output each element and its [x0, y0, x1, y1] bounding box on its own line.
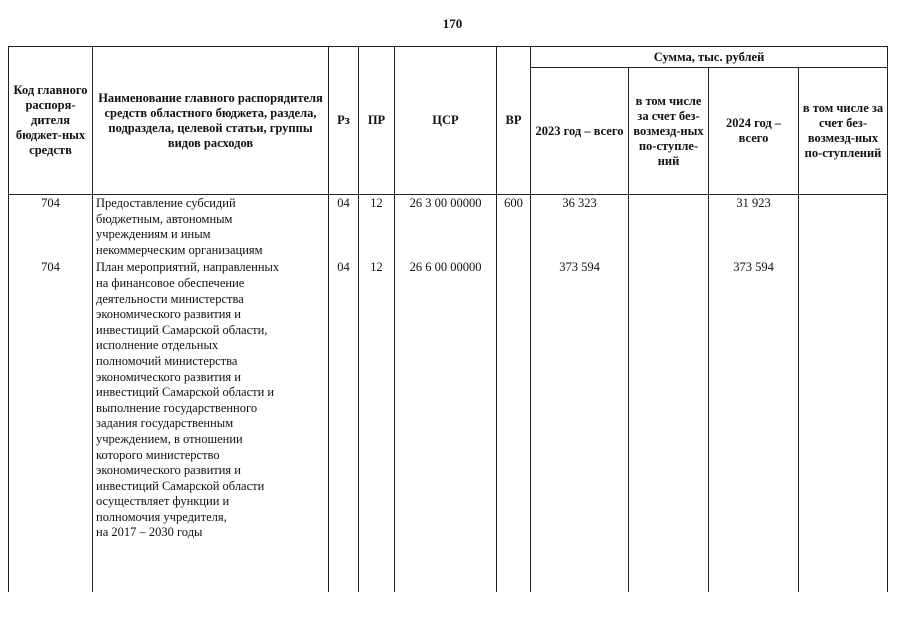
header-name: Наименование главного распорядителя средств областного бюджета, раздела, подраздела, целевой статьи, группы видов расходов [93, 47, 329, 195]
header-sum-group: Сумма, тыс. рублей [531, 47, 888, 68]
row-rz: 04 [329, 259, 359, 542]
row-csr: 26 6 00 00000 [395, 259, 497, 542]
table-row [9, 195, 888, 260]
row-code: 704 [9, 259, 93, 542]
row-vr [497, 259, 531, 542]
row-2024-gratuitous [799, 259, 888, 542]
table-row [9, 259, 888, 542]
row-2023-total: 36 323 [531, 195, 629, 260]
row-2024-total: 373 594 [709, 259, 799, 542]
row-code: 704 [9, 195, 93, 260]
row-rz: 04 [329, 195, 359, 260]
row-pr: 12 [359, 259, 395, 542]
row-2024-gratuitous [799, 195, 888, 260]
header-2024-total: 2024 год – всего [709, 68, 799, 195]
row-name: Предоставление субсидий бюджетным, автономным учреждениям и иным некоммерческим организациям [93, 195, 329, 260]
row-pr: 12 [359, 195, 395, 260]
header-2023-gratuitous: в том числе за счет без-возмезд-ных по-ступле-ний [629, 68, 709, 195]
row-2023-gratuitous [629, 195, 709, 260]
page-number: 170 [442, 16, 463, 31]
budget-table [8, 46, 888, 592]
row-2023-gratuitous [629, 259, 709, 542]
header-csr: ЦСР [395, 47, 497, 195]
header-2023-total: 2023 год – всего [531, 68, 629, 195]
header-code: Код главного распоря-дителя бюджет-ных средств [9, 47, 93, 195]
row-vr: 600 [497, 195, 531, 260]
row-name: План мероприятий, направленных на финансовое обеспечение деятельности министерства экономического развития и инвестиций Самарской области, исполнение отдельных полномочий министерства экономического развития и инвестиций Самарской области и выполнение государственного задания государственным учреждением, в отношении которого министерство экономического развития и инвестиций Самарской области осуществляет функции и полномочия учредителя, на 2017 – 2030 годы [93, 259, 329, 542]
row-2023-total: 373 594 [531, 259, 629, 542]
row-csr: 26 3 00 00000 [395, 195, 497, 260]
row-2024-total: 31 923 [709, 195, 799, 260]
header-vr: ВР [497, 47, 531, 195]
header-pr: ПР [359, 47, 395, 195]
header-rz: Рз [329, 47, 359, 195]
table-row-blank [9, 542, 888, 592]
header-2024-gratuitous: в том числе за счет без-возмезд-ных по-ступлений [799, 68, 888, 195]
